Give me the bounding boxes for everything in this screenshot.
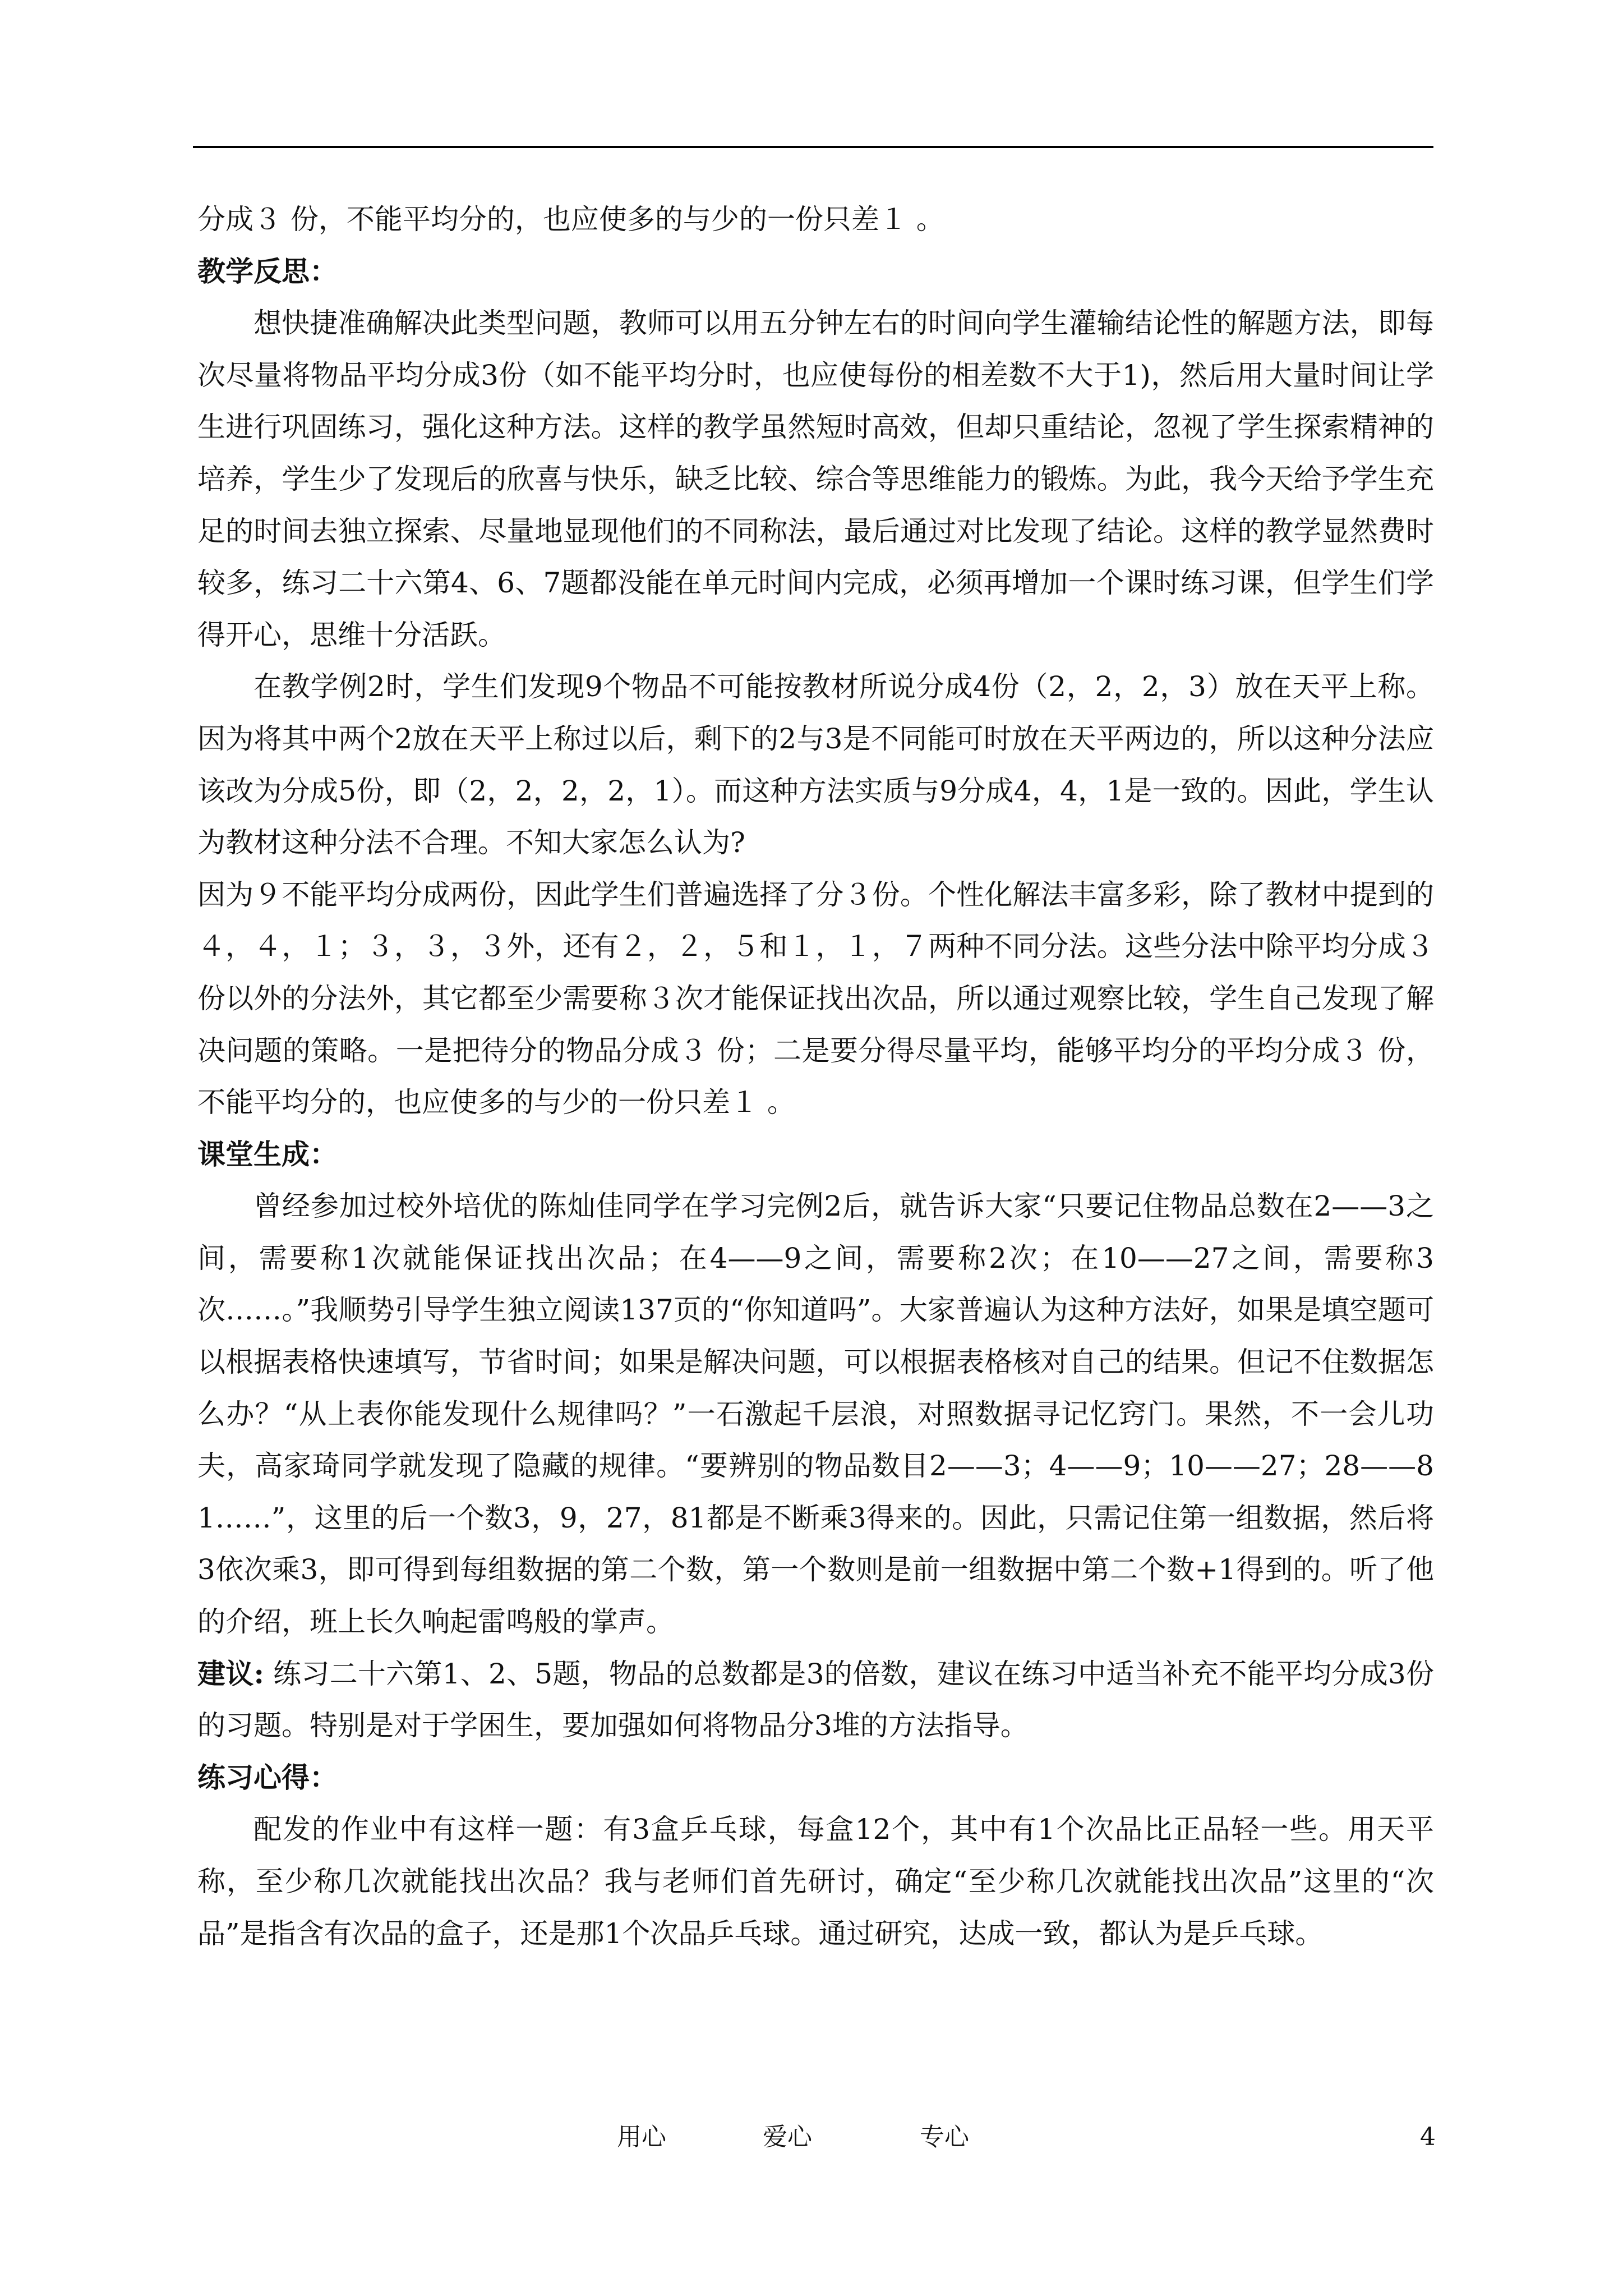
paragraph-suggestion — [197, 1648, 1434, 1752]
header-rule — [193, 146, 1433, 148]
paragraph-practice: 配发的作业中有这样一题：有3盒乒乓球，每盒12个，其中有1个次品比正品轻一些。用天平称，至少称几次就能找出次品？我与老师们首先研讨，确定“至少称几次就能找出次品”这里的“次品”是指含有次品的盒子，还是那1个次品乒乓球。通过研究，达成一致，都认为是乒乓球。 — [197, 1813, 1434, 1950]
document-body — [197, 194, 1434, 1959]
paragraph-strategy: 因为９不能平均分成两份，因此学生们普遍选择了分３份。个性化解法丰富多彩，除了教材中提到的４，４，１；３，３，３外，还有２，２，５和１，１，７两种不同分法。这些分法中除平均分成３份以外的分法外，其它都至少需要称３次才能保证找出次品，所以通过观察比较，学生自己发现了解决问题的策略。一是把待分的物品分成３ 份；二是要分得尽量平均，能够平均分的平均分成３ 份，不能平均分的，也应使多的与少的一份只差１ 。 — [197, 878, 1434, 1119]
heading-teaching-reflection: 教学反思： — [197, 254, 338, 288]
paragraph-generation: 曾经参加过校外培优的陈灿佳同学在学习完例2后，就告诉大家“只要记住物品总数在2——3之间，需要称1次就能保证找出次品；在4——9之间，需要称2次；在10——27之间，需要称3次……。”我顺势引导学生独立阅读137页的“你知道吗”。大家普遍认为这种方法好，如果是填空题可以根据表格快速填写，节省时间；如果是解决问题，可以根据表格核对自己的结果。但记不住数据怎么办？“从上表你能发现什么规律吗？”一石激起千层浪，对照数据寻记忆窍门。果然，不一会儿功夫，高家琦同学就发现了隐藏的规律。“要辨别的物品数目2——3；4——9；10——27；28——81……”，这里的后一个数3，9，27，81都是不断乘3得来的。因此，只需记住第一组数据，然后将3依次乘3，即可得到每组数据的第二个数，第一个数则是前一组数据中第二个数+1得到的。听了他的介绍，班上长久响起雷鸣般的掌声。 — [197, 1190, 1434, 1639]
footer-motto-3: 专心 — [920, 2123, 969, 2151]
suggestion-text: 练习二十六第1、2、5题，物品的总数都是3的倍数，建议在练习中适当补充不能平均分成3份的习题。特别是对于学困生，要加强如何将物品分3堆的方法指导。 — [197, 1657, 1434, 1742]
paragraph-continuation: 分成３ 份，不能平均分的，也应使多的与少的一份只差１ 。 — [197, 203, 944, 236]
footer-motto-2: 爱心 — [763, 2123, 812, 2151]
footer-motto-1: 用心 — [617, 2123, 666, 2151]
heading-practice-notes: 练习心得： — [197, 1760, 338, 1794]
paragraph-reflection: 想快捷准确解决此类型问题，教师可以用五分钟左右的时间向学生灌输结论性的解题方法，即每次尽量将物品平均分成3份（如不能平均分时，也应使每份的相差数不大于1)，然后用大量时间让学生进行巩固练习，强化这种方法。这样的教学虽然短时高效，但却只重结论，忽视了学生探索精神的培养，学生少了发现后的欣喜与快乐，缺乏比较、综合等思维能力的锻炼。为此，我今天给予学生充足的时间去独立探索、尽量地显现他们的不同称法，最后通过对比发现了结论。这样的教学显然费时较多，练习二十六第4、6、7题都没能在单元时间内完成，必须再增加一个课时练习课，但学生们学得开心，思维十分活跃。 — [197, 307, 1434, 651]
paragraph-example-2: 在教学例2时，学生们发现9个物品不可能按教材所说分成4份（2，2，2，3）放在天平上称。因为将其中两个2放在天平上称过以后，剩下的2与3是不同能可时放在天平两边的，所以这种分法应该改为分成5份，即（2，2，2，2，1）。而这种方法实质与9分成4，4，1是一致的。因此，学生认为教材这种分法不合理。不知大家怎么认为? — [197, 670, 1434, 859]
page-number: 4 — [1420, 2123, 1436, 2151]
suggestion-label: 建议: — [197, 1657, 264, 1690]
heading-classroom-generation: 课堂生成： — [197, 1137, 338, 1171]
